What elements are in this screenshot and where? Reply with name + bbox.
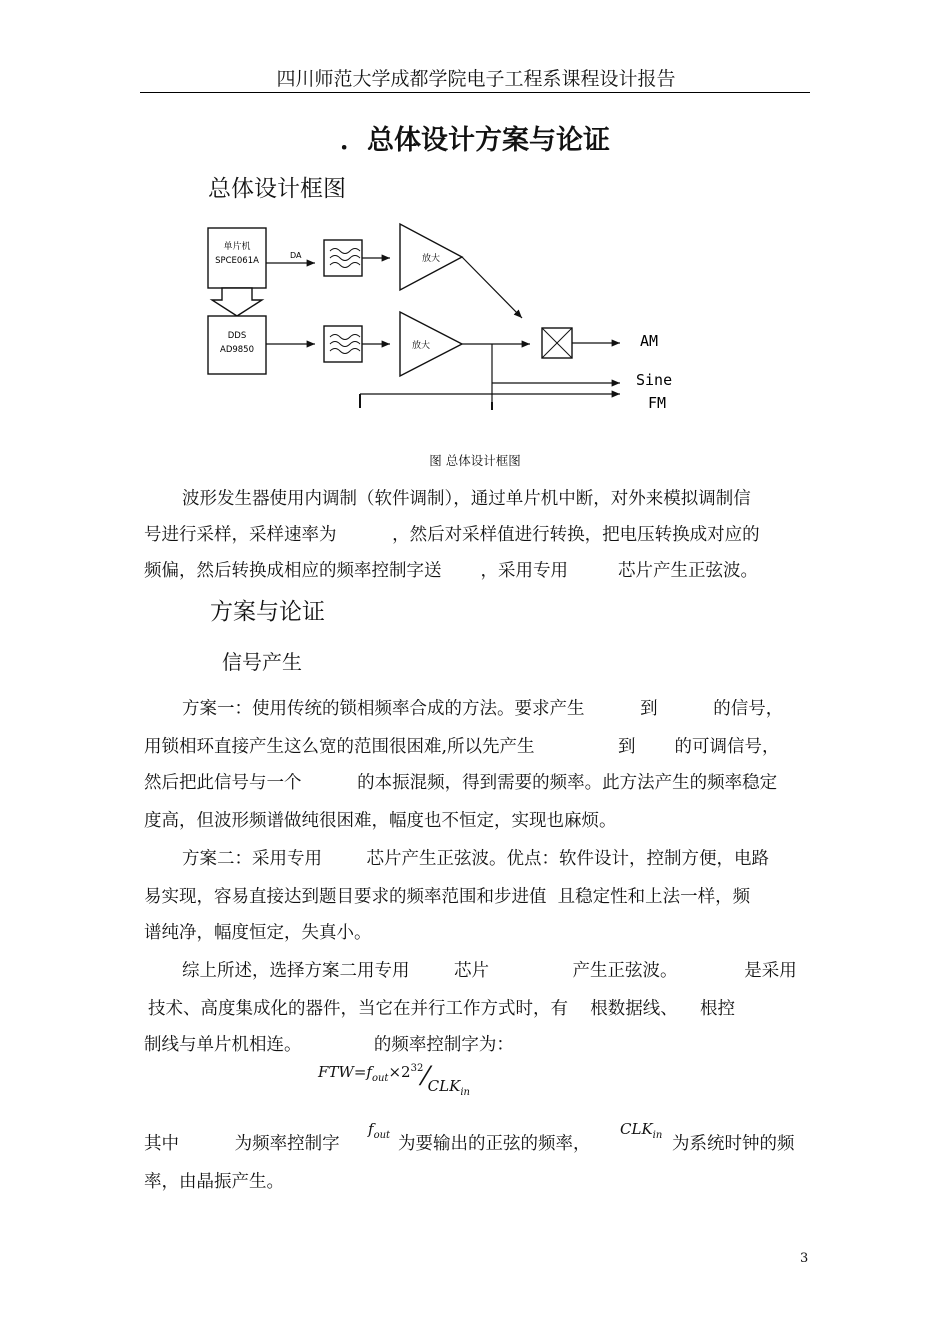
section-heading-signal: 信号产生 bbox=[222, 650, 302, 674]
para5-fout-f: f bbox=[368, 1120, 374, 1138]
mcu-dds-arrow bbox=[212, 288, 262, 316]
sine-label: Sine bbox=[636, 371, 673, 389]
filter-bottom-box bbox=[324, 326, 362, 362]
formula-times: ×2 bbox=[388, 1063, 411, 1081]
para1-line3: 频偏，然后转换成相应的频率控制字送 ，采用专用 芯片产生正弦波。 bbox=[144, 561, 759, 581]
para5-part-d: 率，由晶振产生。 bbox=[144, 1172, 284, 1192]
page-number: 3 bbox=[800, 1251, 809, 1266]
para5-clk-text: CLK bbox=[620, 1120, 653, 1138]
dds-label-1: DDS bbox=[227, 331, 247, 341]
formula-clk: CLK bbox=[427, 1077, 461, 1095]
dds-label-2: AD9850 bbox=[220, 345, 254, 355]
header-rule bbox=[140, 92, 810, 93]
fm-label: FM bbox=[648, 394, 667, 412]
para5-part-c: 为系统时钟的频 bbox=[672, 1134, 795, 1154]
section-heading-scheme: 方案与论证 bbox=[210, 599, 325, 625]
filter-top-box bbox=[324, 240, 362, 276]
ftw-formula bbox=[318, 1062, 470, 1098]
para5-part-b: 为要输出的正弦的频率， bbox=[398, 1134, 591, 1154]
formula-f-sub: out bbox=[371, 1073, 389, 1084]
formula-slash: ⁄ bbox=[423, 1062, 428, 1092]
para5-clk bbox=[620, 1120, 662, 1141]
block-diagram bbox=[200, 218, 680, 418]
formula-lhs: FTW= bbox=[318, 1063, 367, 1081]
am-label: AM bbox=[640, 332, 659, 350]
para5-part-a: 其中 为频率控制字 bbox=[144, 1134, 340, 1154]
formula-f: f bbox=[366, 1063, 372, 1081]
para4-line2: 技术、高度集成化的器件，当它在并行工作方式时，有 根数据线、 根控 bbox=[148, 999, 735, 1019]
formula-clk-sub: in bbox=[460, 1087, 470, 1098]
page-header: 四川师范大学成都学院电子工程系课程设计报告 bbox=[276, 68, 676, 90]
section-heading-block-diagram: 总体设计框图 bbox=[208, 176, 346, 202]
mcu-label-2: SPCE061A bbox=[215, 256, 259, 266]
para5-fout bbox=[368, 1120, 390, 1141]
para1-line2: 号进行采样，采样速率为 ，然后对采样值进行转换，把电压转换成对应的 bbox=[144, 525, 760, 545]
para4-line1: 综上所述，选择方案二用专用 芯片 产生正弦波。 是采用 bbox=[182, 961, 797, 981]
amp-bottom bbox=[400, 312, 462, 376]
amp-bottom-label: 放大 bbox=[412, 341, 431, 351]
amp-top-label: 放大 bbox=[422, 254, 441, 264]
formula-exp: 32 bbox=[410, 1063, 424, 1074]
para3-line1: 方案二：采用专用 芯片产生正弦波。优点：软件设计，控制方便，电路 bbox=[182, 849, 769, 869]
para2-line2: 用锁相环直接产生这么宽的范围很困难,所以先产生 到 的可调信号， bbox=[144, 737, 780, 757]
page-title: ．总体设计方案与论证 bbox=[340, 125, 610, 156]
para5-fout-sub: out bbox=[373, 1130, 391, 1141]
para1-line1: 波形发生器使用内调制（软件调制），通过单片机中断，对外来模拟调制信 bbox=[182, 489, 751, 509]
para5-clk-sub: in bbox=[652, 1130, 663, 1141]
para2-line1: 方案一：使用传统的锁相频率合成的方法。要求产生 到 的信号， bbox=[182, 699, 784, 719]
para3-line3: 谱纯净，幅度恒定，失真小。 bbox=[144, 923, 372, 943]
para2-line4: 度高，但波形频谱做纯很困难，幅度也不恒定，实现也麻烦。 bbox=[144, 811, 617, 831]
amp-mixer-arrow bbox=[462, 257, 522, 318]
para2-line3: 然后把此信号与一个 的本振混频，得到需要的频率。此方法产生的频率稳定 bbox=[144, 773, 778, 793]
da-label: DA bbox=[290, 251, 302, 260]
figure-caption: 图 总体设计框图 bbox=[429, 453, 521, 468]
mcu-label-1: 单片机 bbox=[223, 242, 251, 252]
para3-line2: 易实现，容易直接达到题目要求的频率范围和步进值 且稳定性和上法一样，频 bbox=[144, 887, 751, 907]
para4-line3: 制线与单片机相连。 的频率控制字为： bbox=[144, 1035, 514, 1055]
